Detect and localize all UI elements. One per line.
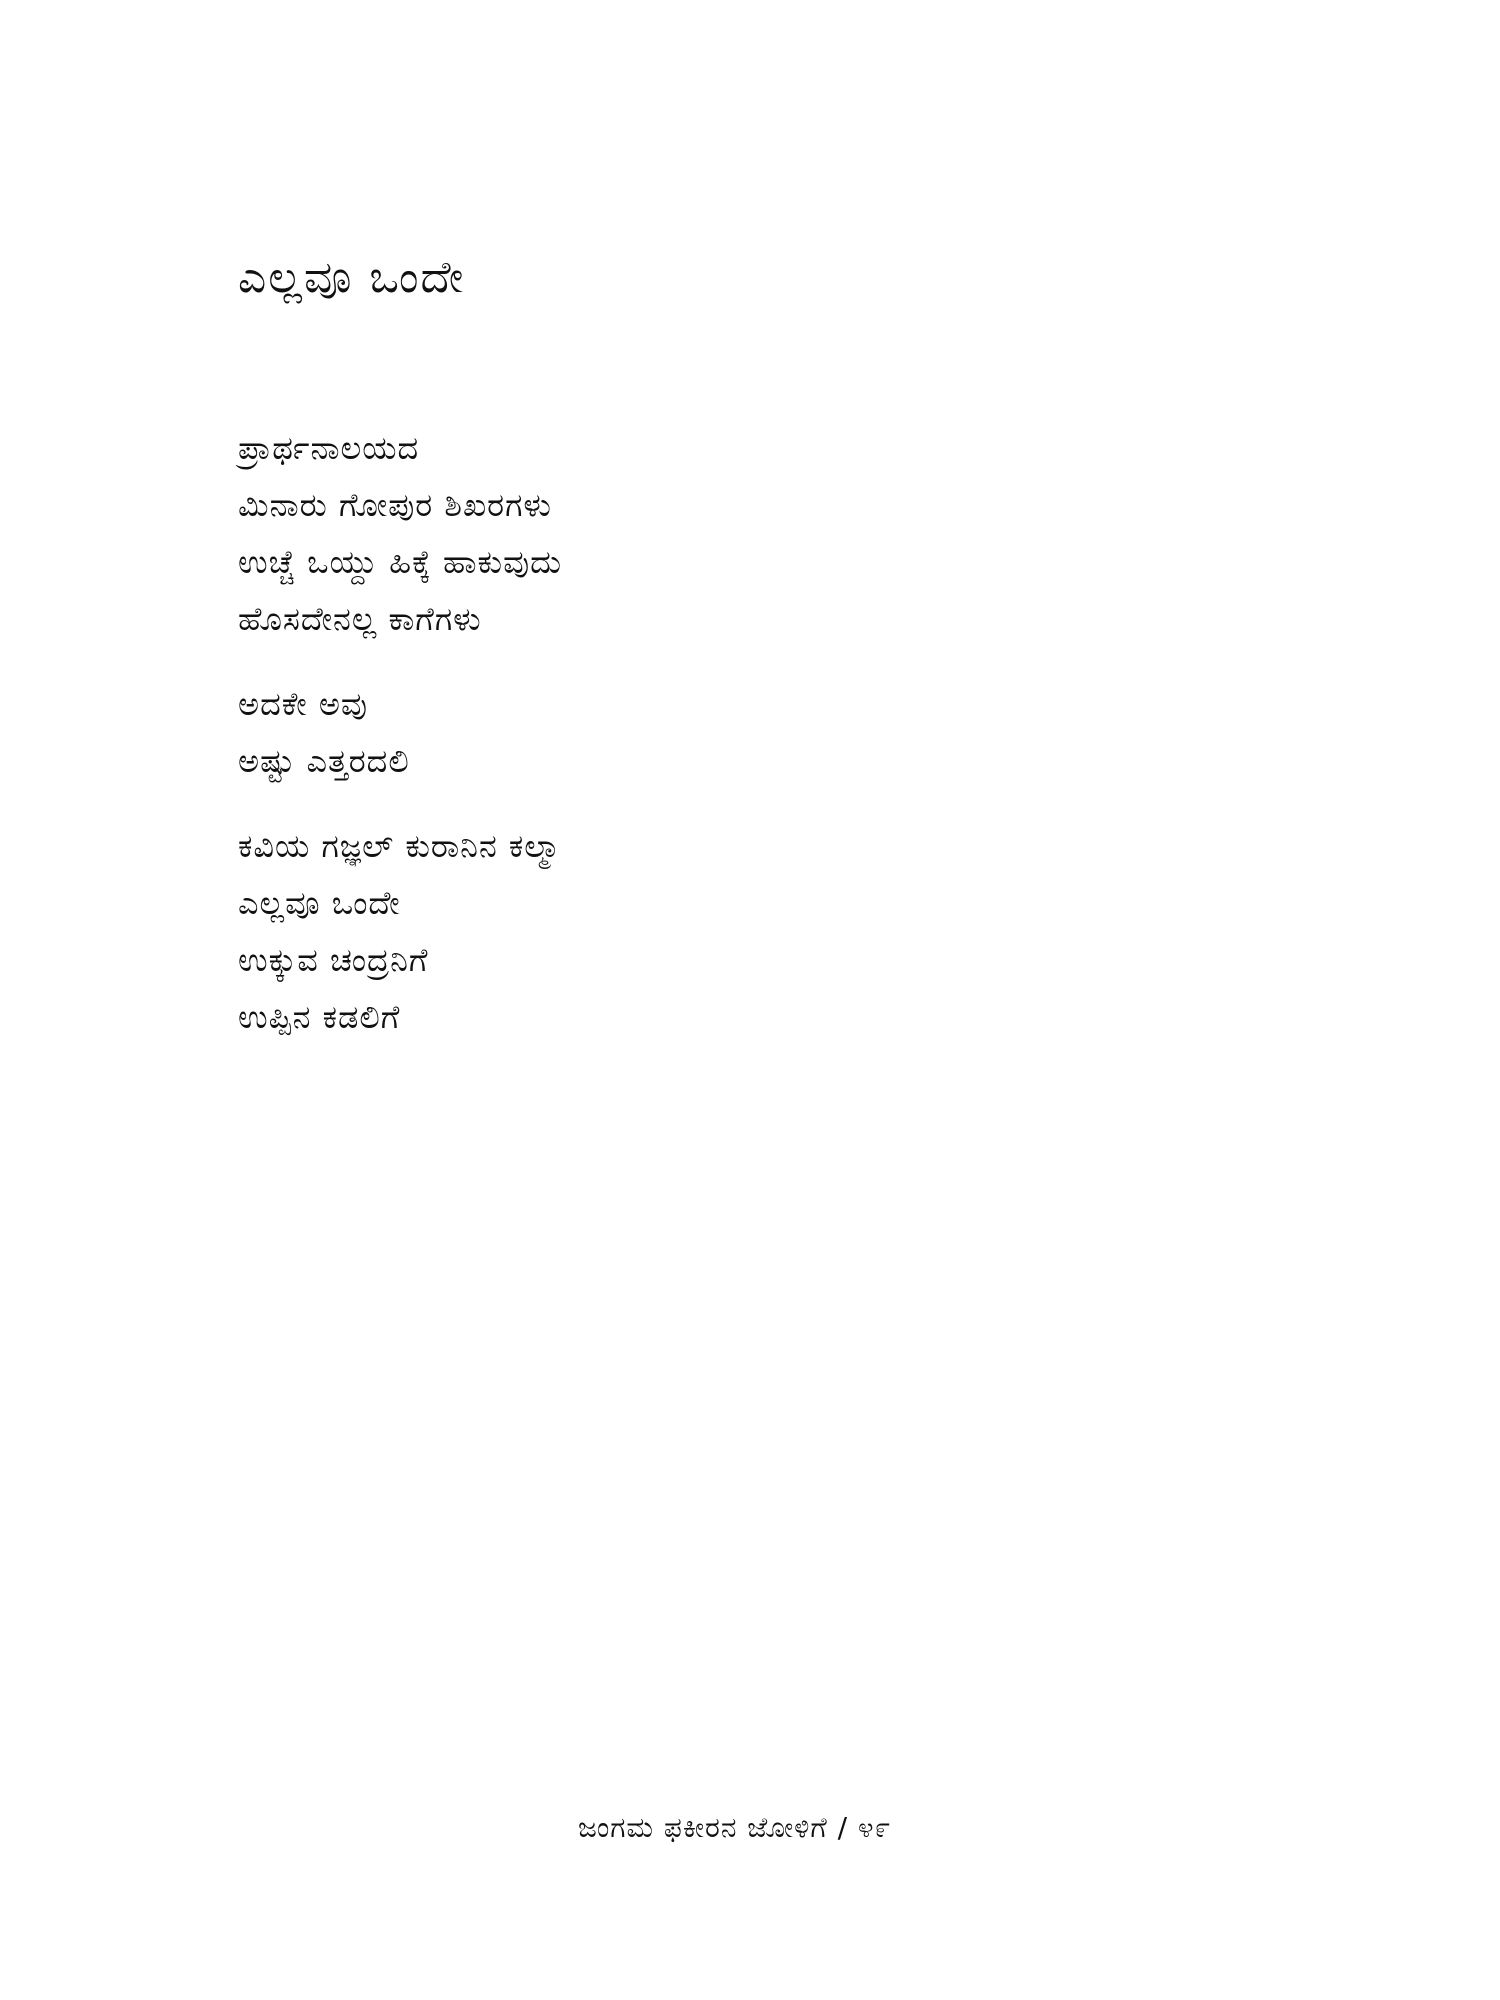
stanza [238,420,1238,648]
poem-line: ಎಲ್ಲವೂ ಒಂದೇ [238,884,401,922]
poem-line: ಅಷ್ಟು ಎತ್ತರದಲಿ [238,742,410,780]
poem-line: ಉಪ್ಪಿನ ಕಡಲಿಗೆ [238,998,401,1036]
poem-line: ಕವಿಯ ಗಜ್ಞಲ್ ಕುರಾನಿನ ಕಲ್ಮಾ [238,827,562,865]
poem-line: ಪ್ರಾರ್ಥನಾಲಯದ [238,429,420,467]
poem-body [238,420,1238,1074]
poem-line: ಉಕ್ಕುವ ಚಂದ್ರನಿಗೆ [238,941,429,979]
poem-line: ಉಚ್ಚೆ ಒಯ್ದು ಹಿಕ್ಕೆ ಹಾಕುವುದು [238,543,562,581]
poem-line: ಹೊಸದೇನಲ್ಲ ಕಾಗೆಗಳು [238,600,482,638]
page-footer: ಜಂಗಮ ಫಕೀರನ ಜೋಳಿಗೆ / ೪೯ [578,1811,892,1844]
poem-title: ಎಲ್ಲವೂ ಒಂದೇ [238,252,466,303]
stanza [238,818,1238,1046]
stanza [238,676,1238,790]
poem-line: ಮಿನಾರು ಗೋಪುರ ಶಿಖರಗಳು [238,486,552,524]
poem-line: ಅದಕೇ ಅವು [238,685,368,723]
